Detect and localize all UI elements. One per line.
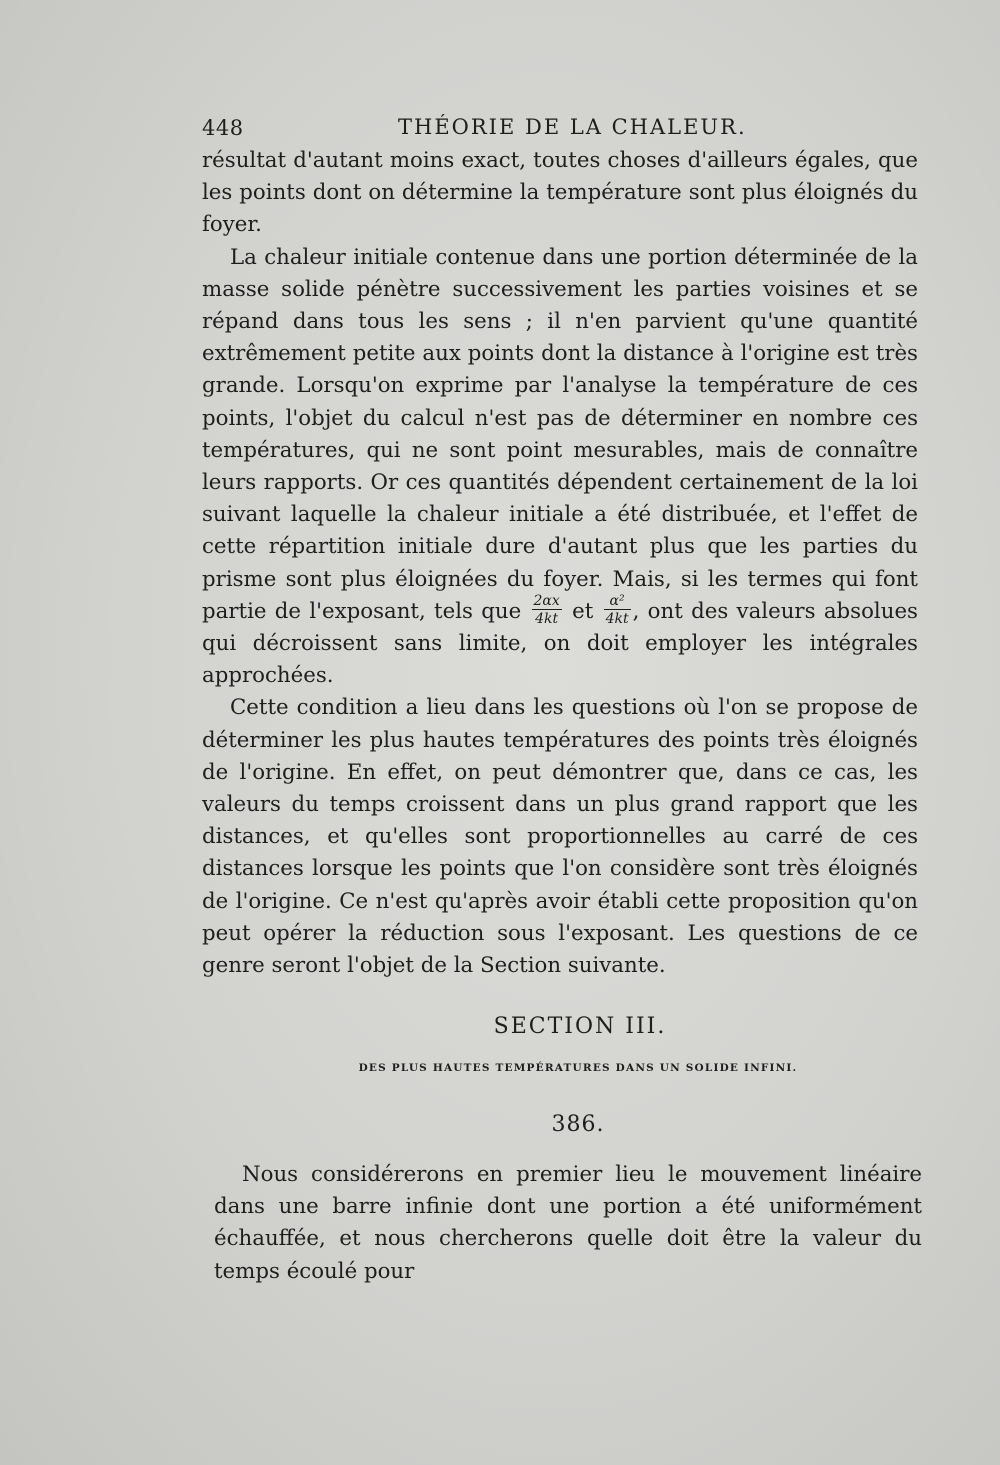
- fraction-denominator: 4kt: [605, 611, 629, 628]
- section-title: SECTION III.: [493, 1014, 667, 1039]
- fraction-2ax-over-4kt: [532, 594, 562, 626]
- section-text: [214, 1159, 922, 1288]
- page-header: [202, 112, 918, 142]
- article-number: 386.: [551, 1112, 605, 1137]
- paragraph-4: Nous considérerons en premier lieu le mouvement linéaire dans une barre infinie dont une portion a été uniformément échauffée, et nous chercherons quelle doit être la valeur du temps écoulé pour: [214, 1162, 922, 1284]
- paragraph-3: Cette condition a lieu dans les questions où l'on se propose de déterminer les plus hautes températures des points très éloignés de l'origine. En effet, on peut démontrer que, dans ce cas, les valeurs du temps croissent dans un plus grand rapport que les distances, et qu'elles sont proportionnelles au carré de ces distances lorsque les points que l'on considère sont très éloignés de l'origine. Ce n'est qu'après avoir établi cette proposition qu'on peut opérer la réduction sous l'exposant. Les questions de ce genre seront l'objet de la Section suivante.: [202, 695, 918, 979]
- section-heading-block: [202, 1012, 918, 1137]
- fraction-denominator: 4kt: [535, 611, 559, 628]
- main-text: [202, 145, 918, 982]
- section-subtitle: DES PLUS HAUTES TEMPÉRATURES DANS UN SOLIDE INFINI.: [358, 1062, 798, 1074]
- paragraph-2: [202, 242, 918, 693]
- page-number: 448: [202, 116, 244, 140]
- fraction-numerator: 2αx: [533, 593, 560, 610]
- paragraph-2-connector: et: [572, 598, 594, 624]
- paragraph-2-start: La chaleur initiale contenue dans une portion déterminée de la masse solide pénètre successivement les parties voisines et se répand dans tous les sens ; il n'en parvient qu'une quantité extrêmement petite aux points dont la distance à l'origine est très grande. Lorsqu'on exprime par l'analyse la température de ces points, l'objet du calcul n'est pas de déterminer en nombre ces températures, qui ne sont point mesurables, mais de connaître leurs rapports. Or ces quantités dépendent certainement de la loi suivant laquelle la chaleur initiale a été distribuée, et l'effet de cette répartition initiale dure d'autant plus que les parties du prisme sont plus éloignées du foyer. Mais, si les termes qui font partie de l'exposant, tels que: [202, 244, 918, 624]
- paragraph-2-end: , ont des valeurs absolues qui décroissent sans limite, on doit employer les intégrales approchées.: [202, 598, 918, 689]
- fraction-a2-over-4kt: [604, 594, 631, 626]
- paragraph-1: résultat d'autant moins exact, toutes choses d'ailleurs égales, que les points dont on détermine la température sont plus éloignés du foyer.: [202, 148, 918, 238]
- running-title: THÉORIE DE LA CHALEUR.: [398, 115, 747, 139]
- fraction-numerator: α²: [604, 594, 631, 610]
